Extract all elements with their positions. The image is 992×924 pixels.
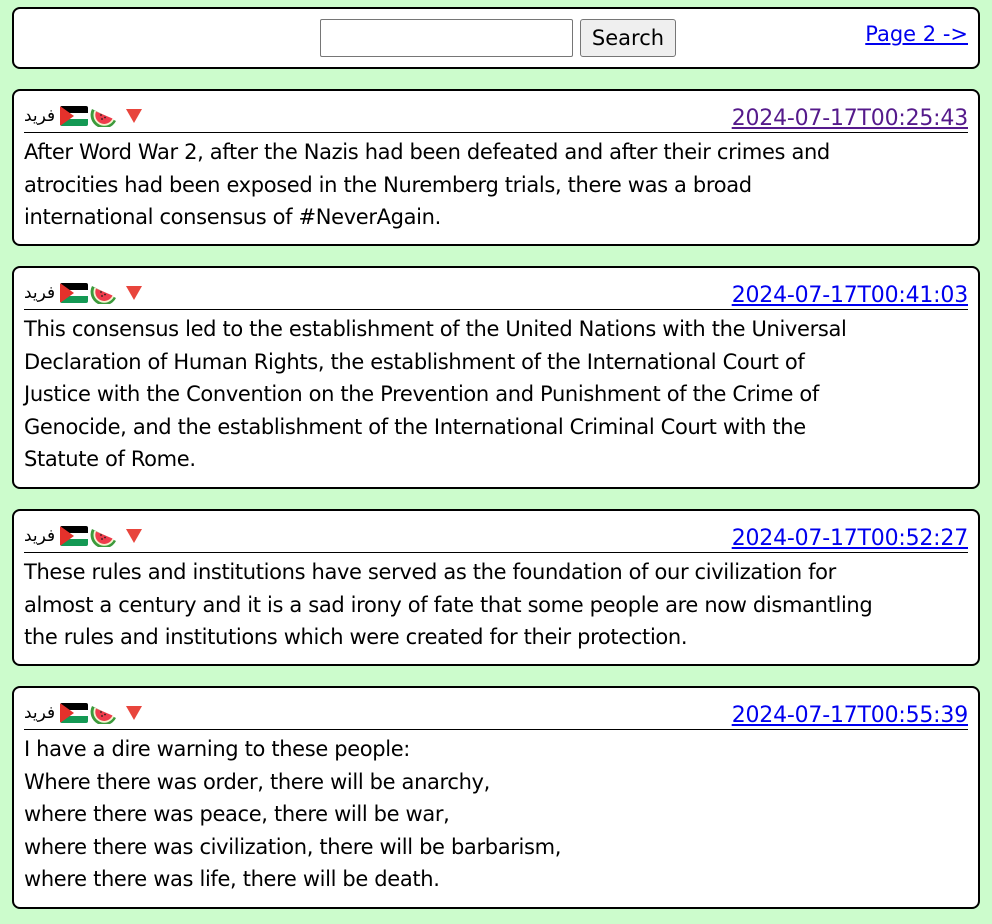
author-name: فريد [24, 703, 56, 723]
search-input[interactable] [320, 19, 573, 57]
next-page-link[interactable]: Page 2 -> [865, 22, 968, 46]
post-text-line: almost a century and it is a sad irony of fate that some people are now dismantling [24, 592, 873, 617]
post-text-line: where there was civilization, there will be barbarism, [24, 834, 562, 859]
post-timestamp-link[interactable]: 2024-07-17T00:41:03 [731, 283, 968, 308]
post-text-line: Statute of Rome. [24, 447, 196, 471]
post-text-line: After Word War 2, after the Nazis had been defeated and after their crimes and [24, 140, 830, 164]
palestine-flag-icon [60, 106, 88, 126]
red-triangle-down-icon [126, 286, 142, 300]
post-text-line: This consensus led to the establishment of the United Nations with the Universal [24, 317, 847, 341]
post-card [12, 266, 980, 489]
search-button[interactable]: Search [580, 19, 676, 57]
post-text-line: atrocities had been exposed in the Nuremberg trials, there was a broad [24, 172, 752, 197]
post-header [24, 91, 968, 133]
post-text-line: Declaration of Human Rights, the establishment of the International Court of [24, 349, 805, 374]
post-text-line: Where there was order, there will be anarchy, [24, 769, 490, 794]
red-triangle-down-icon [126, 109, 142, 123]
author-name: فريد [24, 106, 56, 126]
post-body [24, 310, 968, 476]
post-timestamp-link[interactable]: 2024-07-17T00:52:27 [731, 526, 968, 551]
post-timestamp-link[interactable]: 2024-07-17T00:25:43 [731, 106, 968, 131]
post-body [24, 730, 968, 896]
author [24, 702, 142, 724]
post-text-line: where there was peace, there will be war, [24, 802, 450, 826]
watermelon-icon [90, 702, 118, 724]
post-text-line: I have a dire warning to these people: [24, 737, 411, 761]
author [24, 282, 142, 304]
palestine-flag-icon [60, 283, 88, 303]
post-text-line: Genocide, and the establishment of the International Criminal Court with the [24, 414, 806, 439]
post-text-line: the rules and institutions which were created for their protection. [24, 625, 688, 649]
post-timestamp-link[interactable]: 2024-07-17T00:55:39 [731, 703, 968, 728]
post-body [24, 553, 968, 654]
watermelon-icon [90, 105, 118, 127]
search-bar [12, 7, 980, 69]
post-card [12, 89, 980, 246]
watermelon-icon [90, 525, 118, 547]
post-text-line: international consensus of #NeverAgain. [24, 205, 441, 229]
post-text-line: where there was life, there will be death. [24, 867, 440, 891]
post-header [24, 688, 968, 730]
palestine-flag-icon [60, 703, 88, 723]
post-text-line: These rules and institutions have served as the foundation of our civilization for [24, 560, 836, 584]
red-triangle-down-icon [126, 529, 142, 543]
author-name: فريد [24, 526, 56, 546]
post-header [24, 511, 968, 553]
post-body [24, 133, 968, 234]
post-card [12, 686, 980, 909]
palestine-flag-icon [60, 526, 88, 546]
red-triangle-down-icon [126, 706, 142, 720]
watermelon-icon [90, 282, 118, 304]
author-name: فريد [24, 283, 56, 303]
post-header [24, 268, 968, 310]
author [24, 105, 142, 127]
author [24, 525, 142, 547]
post-card [12, 509, 980, 666]
post-text-line: Justice with the Convention on the Prevention and Punishment of the Crime of [24, 382, 819, 406]
